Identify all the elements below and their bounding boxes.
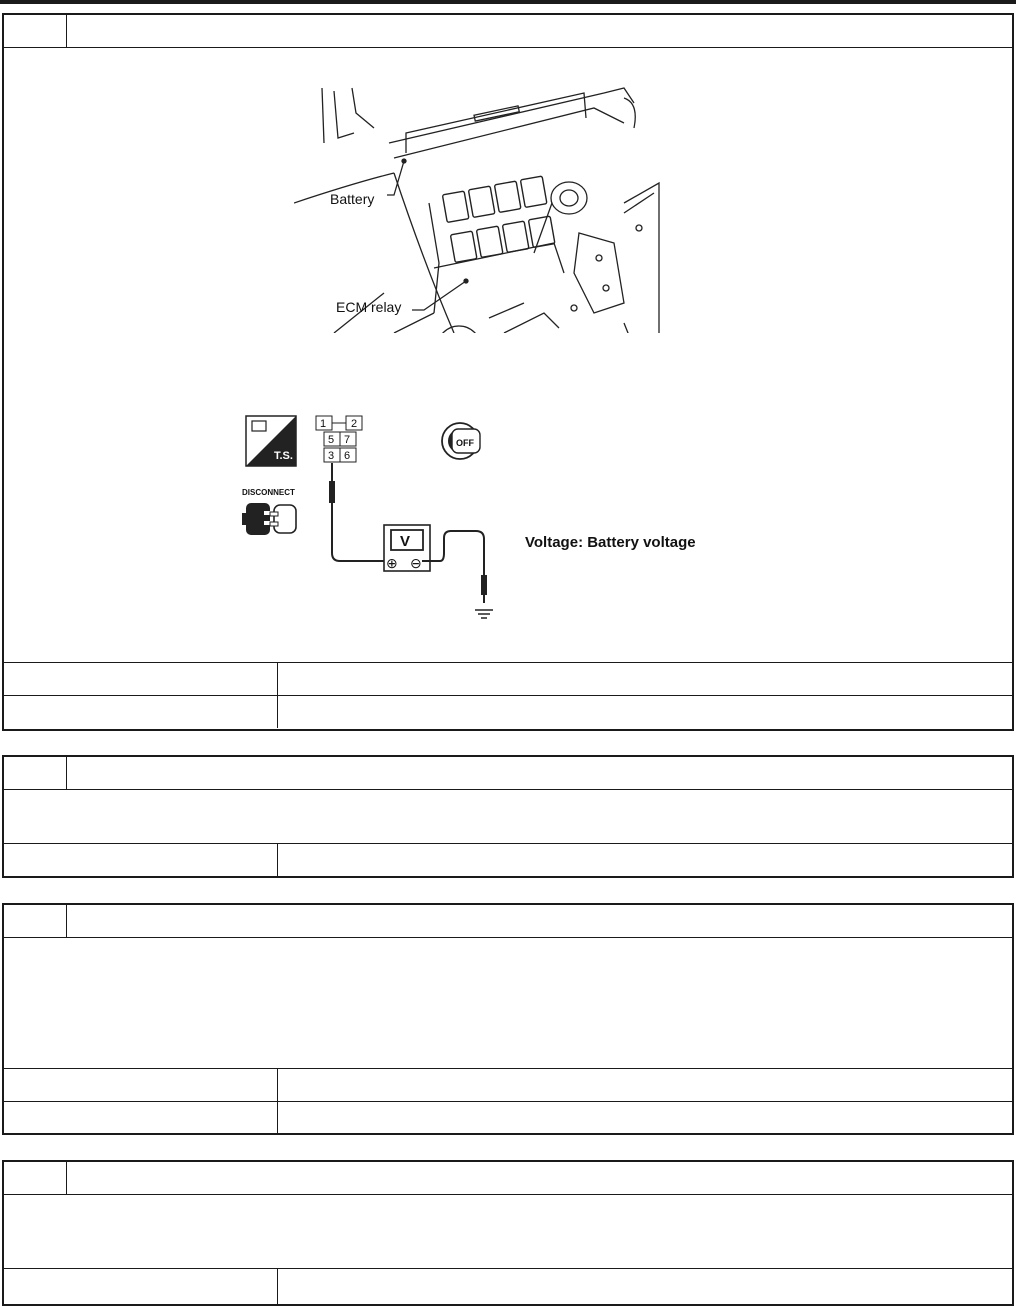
voltage-spec-text: Voltage: Battery voltage <box>525 534 696 551</box>
result-row <box>4 1102 1012 1133</box>
terminal-5: 5 <box>328 434 335 446</box>
step-body <box>4 790 1012 844</box>
step-title-cell <box>67 15 1012 47</box>
step-block-2 <box>2 755 1014 878</box>
step-number-cell <box>4 1162 67 1194</box>
voltmeter-minus: ⊖ <box>410 555 422 571</box>
step-number-cell <box>4 757 67 789</box>
result-row <box>4 1269 1012 1304</box>
step-header <box>4 905 1012 938</box>
ts-icon <box>246 416 296 466</box>
ecm-relay-location-figure <box>294 83 664 333</box>
step-block-1 <box>2 13 1014 731</box>
ignition-off-label: OFF <box>456 438 474 448</box>
ts-icon-label: T.S. <box>274 450 293 462</box>
result-cell <box>4 696 278 728</box>
terminal-2: 2 <box>351 418 358 430</box>
result-row <box>4 844 1012 876</box>
step-body <box>4 938 1012 1069</box>
voltmeter <box>384 525 430 571</box>
step-title-cell <box>67 757 1012 789</box>
result-row <box>4 1069 1012 1102</box>
step-title-cell <box>67 1162 1012 1194</box>
action-cell <box>278 1269 1012 1304</box>
action-cell <box>278 844 1012 876</box>
step-block-4 <box>2 1160 1014 1306</box>
ground-symbol <box>475 610 493 618</box>
voltmeter-label: V <box>400 533 411 550</box>
step-number-cell <box>4 905 67 937</box>
terminal-7: 7 <box>344 434 351 446</box>
step-block-3 <box>2 903 1014 1135</box>
step-header <box>4 15 1012 48</box>
disconnect-icon-label: DISCONNECT <box>242 488 295 497</box>
ignition-key-icon <box>442 423 480 459</box>
step-header <box>4 757 1012 790</box>
result-cell <box>4 1069 278 1101</box>
step-body <box>4 48 1012 663</box>
result-cell <box>4 1269 278 1304</box>
battery-label: Battery <box>330 191 375 207</box>
result-row <box>4 663 1012 696</box>
step-body <box>4 1195 1012 1269</box>
top-rule <box>0 0 1016 4</box>
action-cell <box>278 1102 1012 1133</box>
result-row <box>4 696 1012 728</box>
result-cell <box>4 1102 278 1133</box>
result-cell <box>4 844 278 876</box>
disconnect-icon <box>242 488 296 535</box>
ecm-relay-label: ECM relay <box>336 299 402 315</box>
terminal-6: 6 <box>344 450 351 462</box>
voltmeter-plus: ⊕ <box>386 555 398 571</box>
action-cell <box>278 696 1012 728</box>
step-title-cell <box>67 905 1012 937</box>
action-cell <box>278 663 1012 695</box>
step-number-cell <box>4 15 67 47</box>
action-cell <box>278 1069 1012 1101</box>
voltage-test-figure <box>234 413 774 633</box>
step-header <box>4 1162 1012 1195</box>
terminal-3: 3 <box>328 450 335 462</box>
result-cell <box>4 663 278 695</box>
terminal-1: 1 <box>320 418 327 430</box>
